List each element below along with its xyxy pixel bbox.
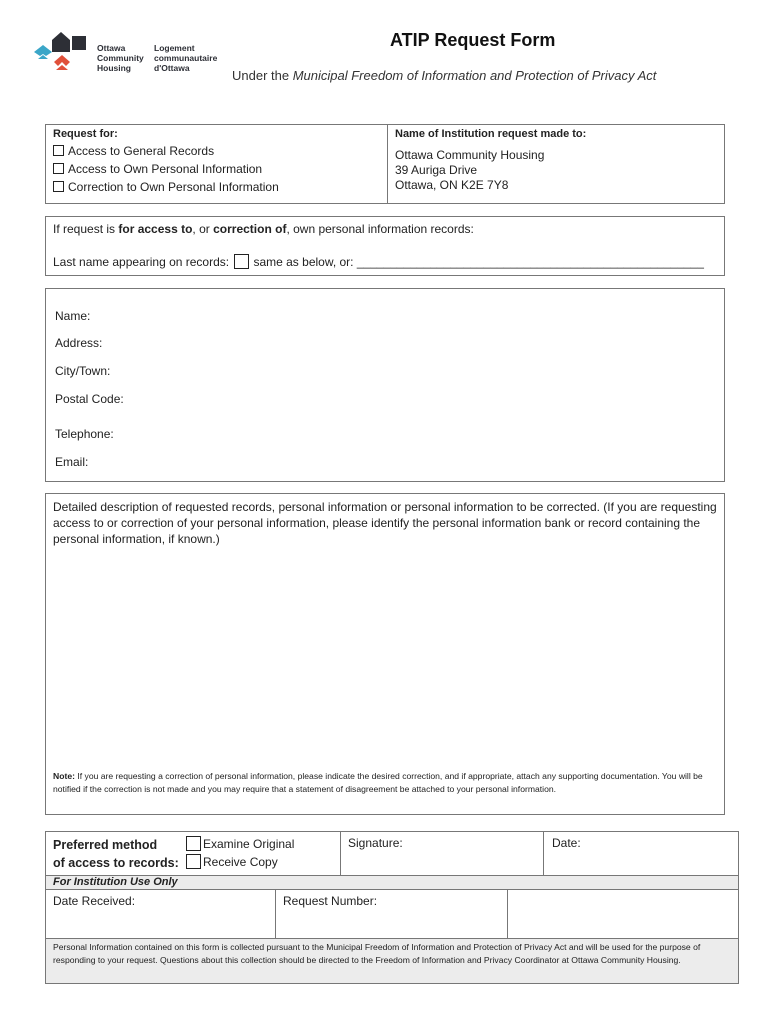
institution-use-header xyxy=(45,875,739,890)
request-number-cell[interactable] xyxy=(275,889,508,939)
date-cell[interactable] xyxy=(543,831,739,876)
checkbox-same-as-below[interactable] xyxy=(234,254,249,269)
checkbox-own-personal-info[interactable] xyxy=(53,163,64,174)
description-textarea[interactable] xyxy=(53,554,721,763)
signature-cell[interactable] xyxy=(340,831,544,876)
logo-fr-line3: d'Ottawa xyxy=(154,63,190,73)
access-method-cell xyxy=(45,831,341,876)
description-instructions: Detailed description of requested records, personal information or personal information to be corrected. (If you are requesting access to or correction of your personal information, please identify the personal information bank or record containing the personal information, if known.) xyxy=(53,500,717,546)
request-for-heading: Request for: xyxy=(53,128,118,140)
postal-code-field[interactable] xyxy=(131,390,710,408)
institution-section xyxy=(387,124,725,204)
request-option-general[interactable] xyxy=(53,144,214,158)
subtitle-act-name: Municipal Freedom of Information and Protection of Privacy Act xyxy=(292,68,657,83)
receive-copy-label: Receive Copy xyxy=(203,855,278,869)
preferred-method-label xyxy=(53,836,179,872)
institution-city: Ottawa, ON K2E 7Y8 xyxy=(395,178,509,192)
preferred-method-line2: of access to records: xyxy=(53,856,179,870)
same-as-below-label: same as below, or: xyxy=(253,255,357,269)
logo-en-line1: Ottawa xyxy=(97,43,126,53)
privacy-notice-text: Personal Information contained on this form is collected pursuant to the Municipal Freedom of Information and Protection of Privacy Act and will be used for the purpose of responding to your request. Questions about this collection should be directed to the Freedom of Information and Privacy Coordinator at Ottawa Community Housing. xyxy=(53,942,701,965)
telephone-field[interactable] xyxy=(126,425,710,443)
own-records-section xyxy=(45,216,725,276)
request-option-own-info[interactable] xyxy=(53,162,262,176)
address-field[interactable] xyxy=(116,334,710,352)
checkbox-receive-copy[interactable] xyxy=(186,854,201,869)
subtitle-prefix: Under the xyxy=(232,68,293,83)
note-label: Note: xyxy=(53,771,75,781)
institution-name: Ottawa Community Housing xyxy=(395,148,545,162)
name-field[interactable] xyxy=(106,307,710,325)
institution-use-heading: For Institution Use Only xyxy=(53,876,178,888)
date-label: Date: xyxy=(552,836,581,850)
option-general-label: Access to General Records xyxy=(68,144,215,158)
institution-heading: Name of Institution request made to: xyxy=(395,128,587,140)
receive-copy-option[interactable] xyxy=(186,854,278,869)
email-field[interactable] xyxy=(101,453,710,471)
institution-street: 39 Auriga Drive xyxy=(395,163,478,177)
last-name-row xyxy=(53,254,704,269)
note-text: If you are requesting a correction of personal information, please indicate the desired correction, and if appropriate, attach any supporting documentation. You will be notified if the correction is not made and you may require that a statement of disagreement be attached to your personal information. xyxy=(53,771,703,794)
checkbox-general-records[interactable] xyxy=(53,145,64,156)
option-correction-label: Correction to Own Personal Information xyxy=(68,180,279,194)
examine-original-label: Examine Original xyxy=(203,837,295,851)
request-type-section xyxy=(45,124,388,204)
privacy-notice xyxy=(45,938,739,984)
instr-correction-of: correction of xyxy=(213,222,287,236)
city-label: City/Town: xyxy=(55,364,111,378)
examine-original-option[interactable] xyxy=(186,836,294,851)
postal-code-label: Postal Code: xyxy=(55,392,124,406)
city-field[interactable] xyxy=(121,362,710,380)
blank-admin-cell[interactable] xyxy=(507,889,739,939)
logo-french-name xyxy=(154,43,217,73)
own-records-instruction xyxy=(53,222,474,236)
instr-part-a: If request is xyxy=(53,222,119,236)
logo-fr-line2: communautaire xyxy=(154,53,218,63)
signature-label: Signature: xyxy=(348,836,403,850)
logo-en-line2: Community xyxy=(97,53,144,63)
address-label: Address: xyxy=(55,336,103,350)
checkbox-examine-original[interactable] xyxy=(186,836,201,851)
instr-access-to: for access to xyxy=(118,222,193,236)
logo-english-name xyxy=(97,43,144,73)
description-section xyxy=(45,493,725,815)
option-own-info-label: Access to Own Personal Information xyxy=(68,162,263,176)
checkbox-correction[interactable] xyxy=(53,181,64,192)
email-label: Email: xyxy=(55,455,89,469)
telephone-label: Telephone: xyxy=(55,427,114,441)
date-received-cell[interactable] xyxy=(45,889,276,939)
correction-note xyxy=(53,770,718,795)
instr-part-e: , own personal information records: xyxy=(286,222,474,236)
logo-fr-line1: Logement xyxy=(154,43,195,53)
page-title: ATIP Request Form xyxy=(390,30,556,50)
preferred-method-line1: Preferred method xyxy=(53,838,158,852)
last-name-label: Last name appearing on records: xyxy=(53,255,230,269)
date-received-label: Date Received: xyxy=(53,894,136,908)
page-subtitle xyxy=(232,68,656,83)
contact-section xyxy=(45,288,725,482)
request-option-correction[interactable] xyxy=(53,180,279,194)
request-number-label: Request Number: xyxy=(283,894,378,908)
name-label: Name: xyxy=(55,309,91,323)
logo-en-line3: Housing xyxy=(97,63,131,73)
instr-part-c: , or xyxy=(192,222,214,236)
och-logo-mark xyxy=(32,26,94,70)
last-name-blank-line[interactable]: ____________________________________________________ xyxy=(356,255,704,269)
